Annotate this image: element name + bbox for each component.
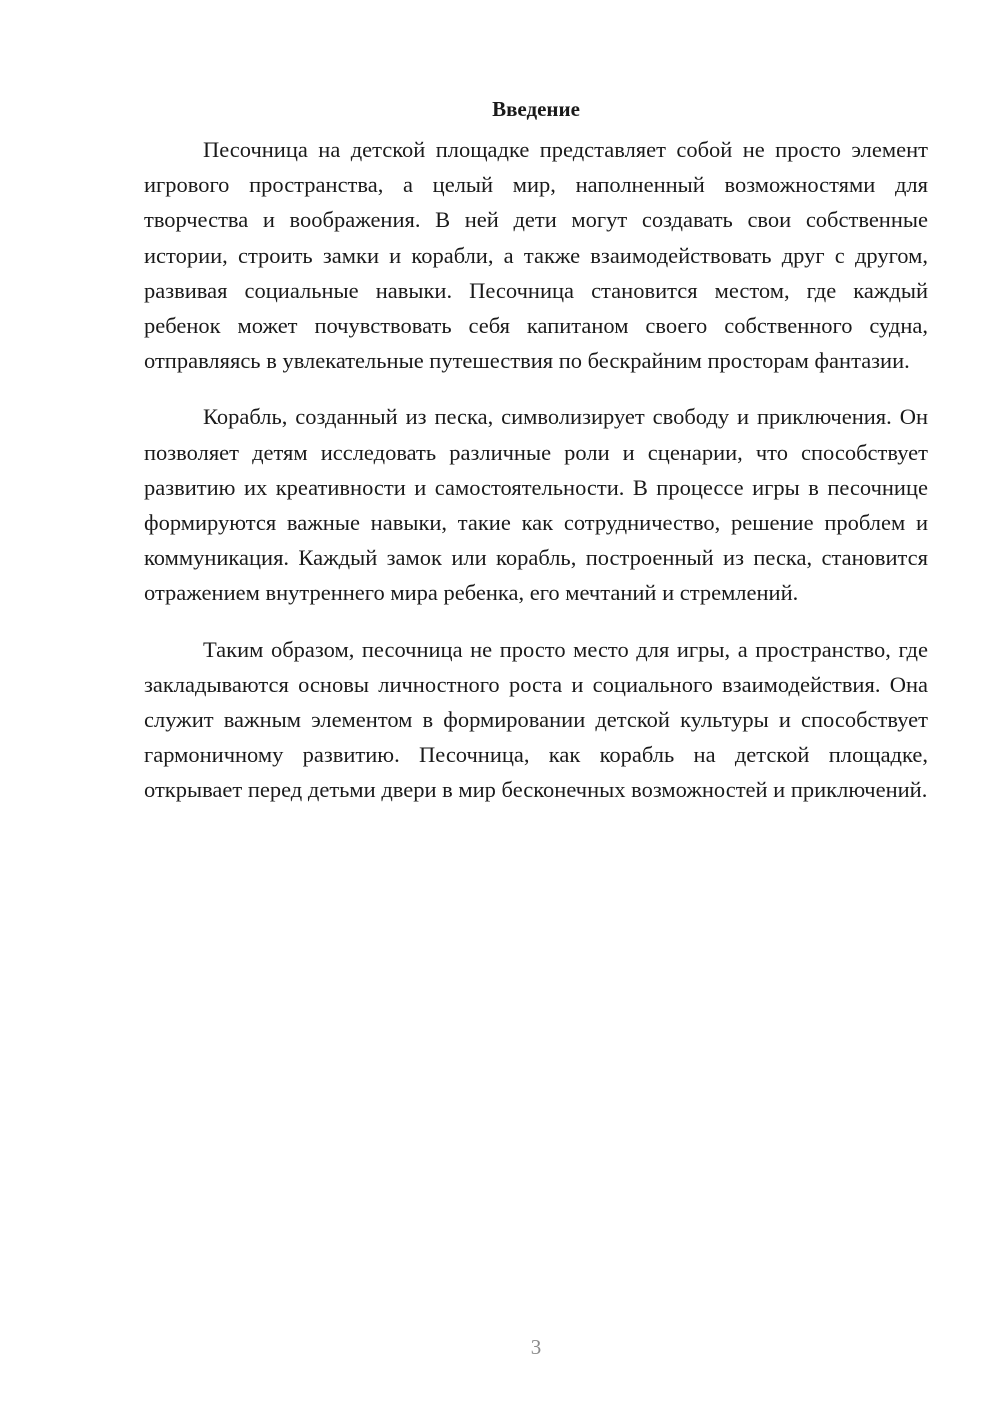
- section-heading: Введение: [492, 97, 580, 121]
- paragraph-1: Песочница на детской площадке представляет собой не просто элемент игрового пространства, а целый мир, наполненный возможностями для творчества и воображения. В ней дети могут создавать свои собственные истории, строить замки и корабли, а также взаимодействовать друг с другом, развивая социальные навыки. Песочница становится местом, где каждый ребенок может почувствовать себя капитаном своего собственного судна, отправляясь в увлекательные путешествия по бескрайним просторам фантазии.: [144, 137, 928, 374]
- document-body: [144, 92, 928, 808]
- paragraph-2: Корабль, созданный из песка, символизирует свободу и приключения. Он позволяет детям исследовать различные роли и сценарии, что способствует развитию их креативности и самостоятельности. В процессе игры в песочнице формируются важные навыки, такие как сотрудничество, решение проблем и коммуникация. Каждый замок или корабль, построенный из песка, становится отражением внутреннего мира ребенка, его мечтаний и стремлений.: [144, 404, 928, 606]
- page-number: 3: [530, 1335, 542, 1359]
- paragraph-3: Таким образом, песочница не просто место для игры, а пространство, где закладываются основы личностного роста и социального взаимодействия. Она служит важным элементом в формировании детской культуры и способствует гармоничному развитию. Песочница, как корабль на детской площадке, открывает перед детьми двери в мир бесконечных возможностей и приключений.: [144, 636, 928, 803]
